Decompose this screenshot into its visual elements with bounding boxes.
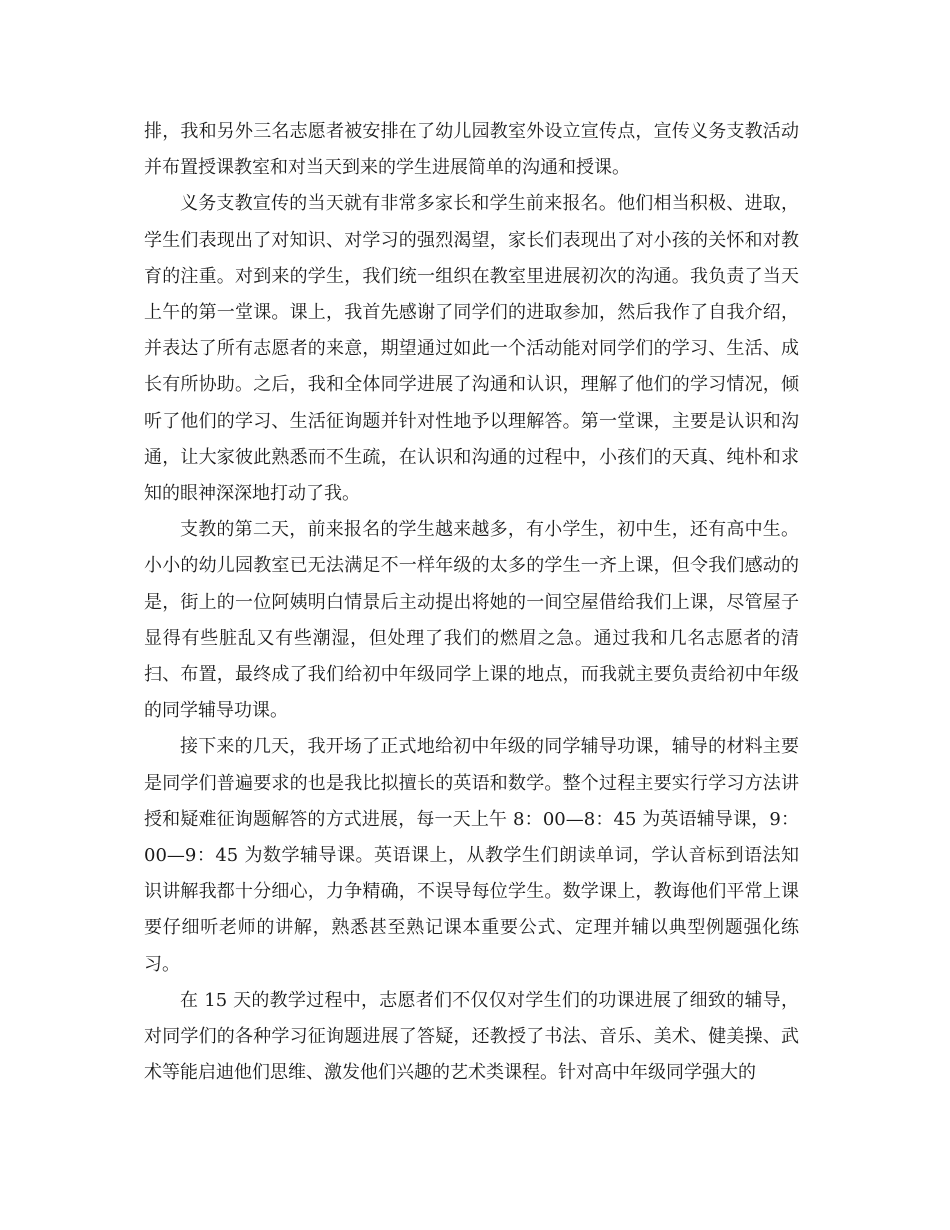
paragraph-3: 支教的第二天，前来报名的学生越来越多，有小学生，初中生，还有高中生。小小的幼儿园教室已无法满足不一样年级的太多的学生一齐上课，但令我们感动的是，街上的一位阿姨明白情景后主动提出将她的一间空屋借给我们上课，尽管屋子显得有些脏乱又有些潮湿，但处理了我们的燃眉之急。通过我和几名志愿者的清扫、布置，最终成了我们给初中年级同学上课的地点，而我就主要负责给初中年级的同学辅导功课。 [144,519,799,722]
paragraph-2: 义务支教宣传的当天就有非常多家长和学生前来报名。他们相当积极、进取，学生们表现出了对知识、对学习的强烈渴望，家长们表现出了对小孩的关怀和对教育的注重。对到来的学生，我们统一组织在教室里进展初次的沟通。我负责了当天上午的第一堂课。课上，我首先感谢了同学们的进取参加，然后我作了自我介绍，并表达了所有志愿者的来意，期望通过如此一个活动能对同学们的学习、生活、成长有所协助。之后，我和全体同学进展了沟通和认识，理解了他们的学习情况，倾听了他们的学习、生活征询题并针对性地予以理解答。第一堂课，主要是认识和沟通，让大家彼此熟悉而不生疏，在认识和沟通的过程中，小孩们的天真、纯朴和求知的眼神深深地打动了我。 [144,193,799,505]
paragraph-1: 排，我和另外三名志愿者被安排在了幼儿园教室外设立宣传点，宣传义务支教活动并布置授课教室和对当天到来的学生进展简单的沟通和授课。 [144,121,799,179]
document-body [144,114,799,1091]
paragraph-4: 接下来的几天，我开场了正式地给初中年级的同学辅导功课，辅导的材料主要是同学们普遍要求的也是我比拟擅长的英语和数学。整个过程主要实行学习方法讲授和疑难征询题解答的方式进展，每一天上午 8：00—8：45 为英语辅导课，9：00—9：45 为数学辅导课。英语课上，从教学生们朗读单词，学认音标到语法知识讲解我都十分细心，力争精确，不误导每位学生。数学课上，教诲他们平常上课要仔细听老师的讲解，熟悉甚至熟记课本重要公式、定理并辅以典型例题强化练习。 [144,736,799,975]
paragraph-5: 在 15 天的教学过程中，志愿者们不仅仅对学生们的功课进展了细致的辅导，对同学们的各种学习征询题进展了答疑，还教授了书法、音乐、美术、健美操、武术等能启迪他们思维、激发他们兴趣的艺术类课程。针对高中年级同学强大的 [144,989,799,1084]
